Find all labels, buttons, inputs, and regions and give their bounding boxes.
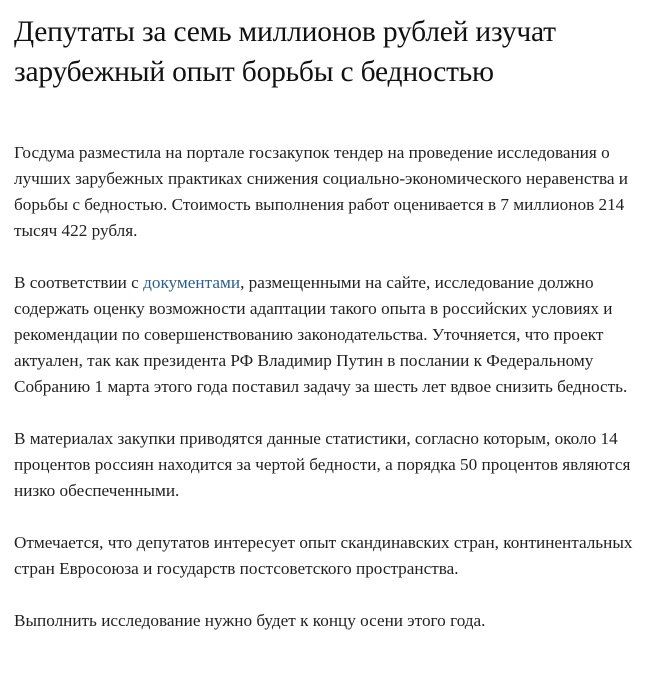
paragraph-countries: Отмечается, что депутатов интересует опыт скандинавских стран, континентальных стран Евросоюза и государств постсоветского пространства.	[14, 533, 633, 578]
news-article	[14, 12, 659, 660]
article-headline: Депутаты за семь миллионов рублей изучат зарубежный опыт борьбы с бедностью	[14, 16, 556, 88]
documents-link[interactable]: документами	[143, 273, 241, 292]
article-body	[14, 140, 659, 634]
paragraph-documents	[14, 270, 659, 400]
paragraph-statistics: В материалах закупки приводятся данные статистики, согласно которым, около 14 процентов россиян находится за чертой бедности, а порядка 50 процентов являются низко обеспеченными.	[14, 429, 631, 500]
paragraph-documents-rest: , размещенными на сайте, исследование должно содержать оценку возможности адаптации такого опыта в российских условиях и рекомендации по совершенствованию законодательства. Уточняется, что проект актуален, так как президента РФ Владимир Путин в послании к Федеральному Собранию 1 марта этого года поставил задачу за шесть лет вдвое снизить бедность.	[14, 273, 628, 396]
paragraph-deadline: Выполнить исследование нужно будет к концу осени этого года.	[14, 611, 486, 630]
paragraph-documents-lead: В соответствии с	[14, 273, 144, 292]
paragraph-tender: Госдума разместила на портале госзакупок тендер на проведение исследования о лучших зарубежных практиках снижения социально-экономического неравенства и борьбы с бедностью. Стоимость выполнения работ оценивается в 7 миллионов 214 тысяч 422 рубля.	[14, 143, 628, 240]
